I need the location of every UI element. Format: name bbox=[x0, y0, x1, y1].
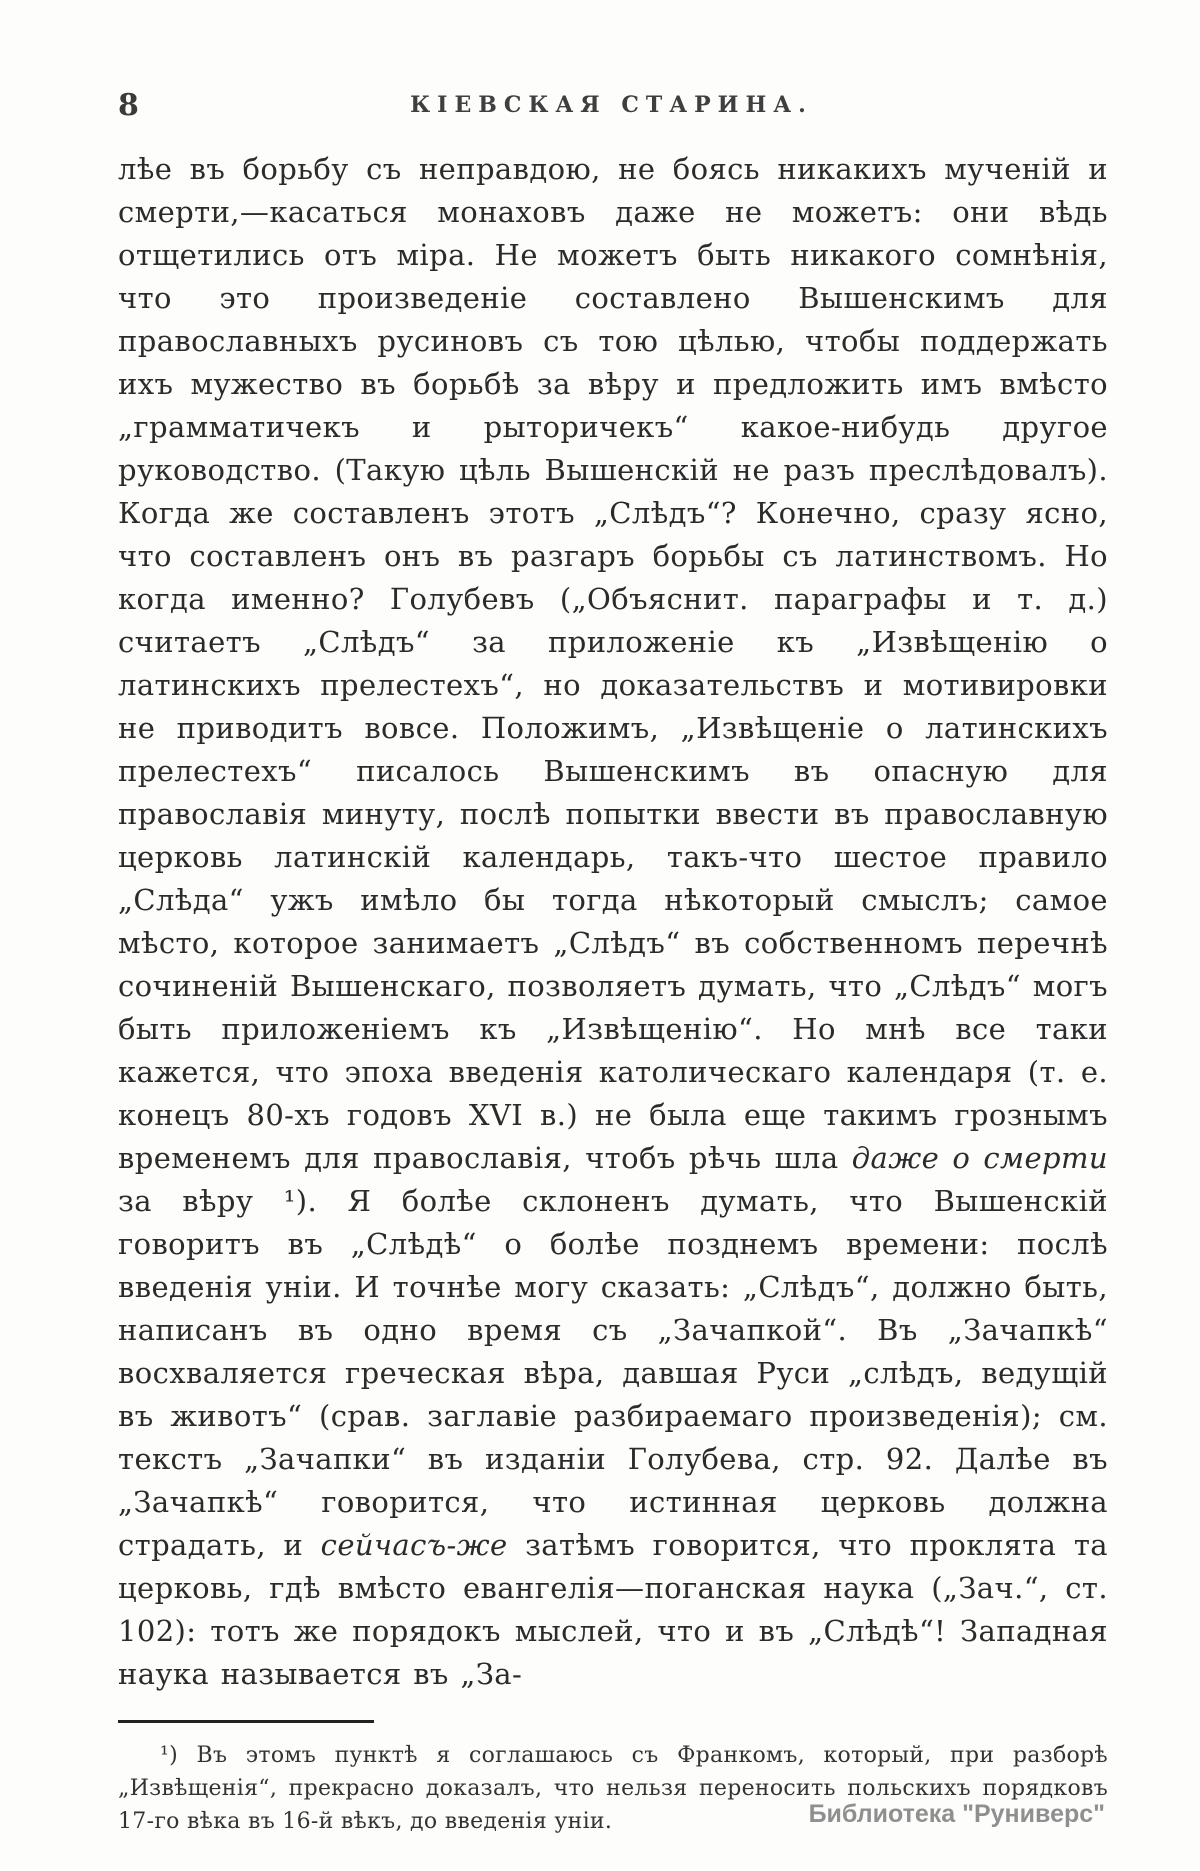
page-header bbox=[118, 88, 1105, 128]
body-text-run-italic: сейчасъ-же bbox=[320, 1528, 508, 1562]
body-text-run: затѣмъ говорится, что проклята та церковь, гдѣ вмѣсто евангелія—поганская наука („Зач.“, ст. 102): тотъ же порядокъ мыслей, что и въ „Слѣдѣ“! Западная наука называется въ „За- bbox=[118, 1528, 1108, 1691]
footnote: ¹) Въ этомъ пунктѣ я соглашаюсь съ Франкомъ, который, при разборѣ „Извѣщенія“, прекрасно доказалъ, что нельзя переносить польскихъ порядковъ 17-го вѣка въ 16-й вѣкъ, до введенія уніи. bbox=[118, 1743, 1108, 1834]
body-text-run: за вѣру ¹). Я болѣе склоненъ думать, что Вышенскій говоритъ въ „Слѣдѣ“ о болѣе позднемъ времени: послѣ введенія уніи. И точнѣе могу сказать: „Слѣдъ“, должно быть, написанъ въ одно время съ „Зачапкой“. Въ „Зачапкѣ“ восхваляется греческая вѣра, давшая Руси „слѣдъ, ведущій въ животъ“ (срав. заглавіе разбираемаго произведенія); см. текстъ „Зачапки“ въ изданіи Голубева, стр. 92. Далѣе въ „Зачапкѣ“ говорится, что истинная церковь должна страдать, и bbox=[118, 1184, 1108, 1562]
body-text-run: лѣе въ борьбу съ неправдою, не боясь никакихъ мученій и смерти,—касаться монаховъ даже не можетъ: они вѣдь отщетились отъ міра. Не можетъ быть никакого сомнѣнія, что это произведеніе составлено Вышенскимъ для православныхъ русиновъ съ тою цѣлью, чтобы поддержать ихъ мужество въ борьбѣ за вѣру и предложить имъ вмѣсто „грамматичекъ и рыторичекъ“ какое-нибудь другое руководство. (Такую цѣль Вышенскій не разъ преслѣдовалъ). Когда же составленъ этотъ „Слѣдъ“? Конечно, сразу ясно, что составленъ онъ въ разгаръ борьбы съ латинствомъ. Но когда именно? Голубевъ („Объяснит. параграфы и т. д.) считаетъ „Слѣдъ“ за приложеніе къ „Извѣщенію о латинскихъ прелестехъ“, но доказательствъ и мотивировки не приводитъ вовсе. Положимъ, „Извѣщеніе о латинскихъ прелестехъ“ писалось Вышенскимъ въ опасную для православія минуту, послѣ попытки ввести въ православную церковь латинскій календарь, такъ-что шестое правило „Слѣда“ ужъ имѣло бы тогда нѣкоторый смыслъ; самое мѣсто, которое занимаетъ „Слѣдъ“ въ собственномъ перечнѣ сочиненій Вышенскаго, позволяетъ думать, что „Слѣдъ“ могъ быть приложеніемъ къ „Извѣщенію“. Но мнѣ все таки кажется, что эпоха введенія католическаго календаря (т. е. конецъ 80-хъ годовъ XVI в.) не была еще такимъ грознымъ временемъ для православія, чтобъ рѣчь шла bbox=[118, 152, 1108, 1175]
text-block bbox=[118, 148, 1108, 1838]
page-number: 8 bbox=[118, 88, 139, 123]
body-paragraph bbox=[118, 148, 1108, 1696]
body-text-run-italic: даже о смерти bbox=[851, 1141, 1108, 1175]
library-watermark: Библиотека "Руниверс" bbox=[808, 1800, 1105, 1828]
footnote-separator bbox=[118, 1720, 374, 1723]
running-title: КІЕВСКАЯ СТАРИНА. bbox=[410, 92, 813, 118]
